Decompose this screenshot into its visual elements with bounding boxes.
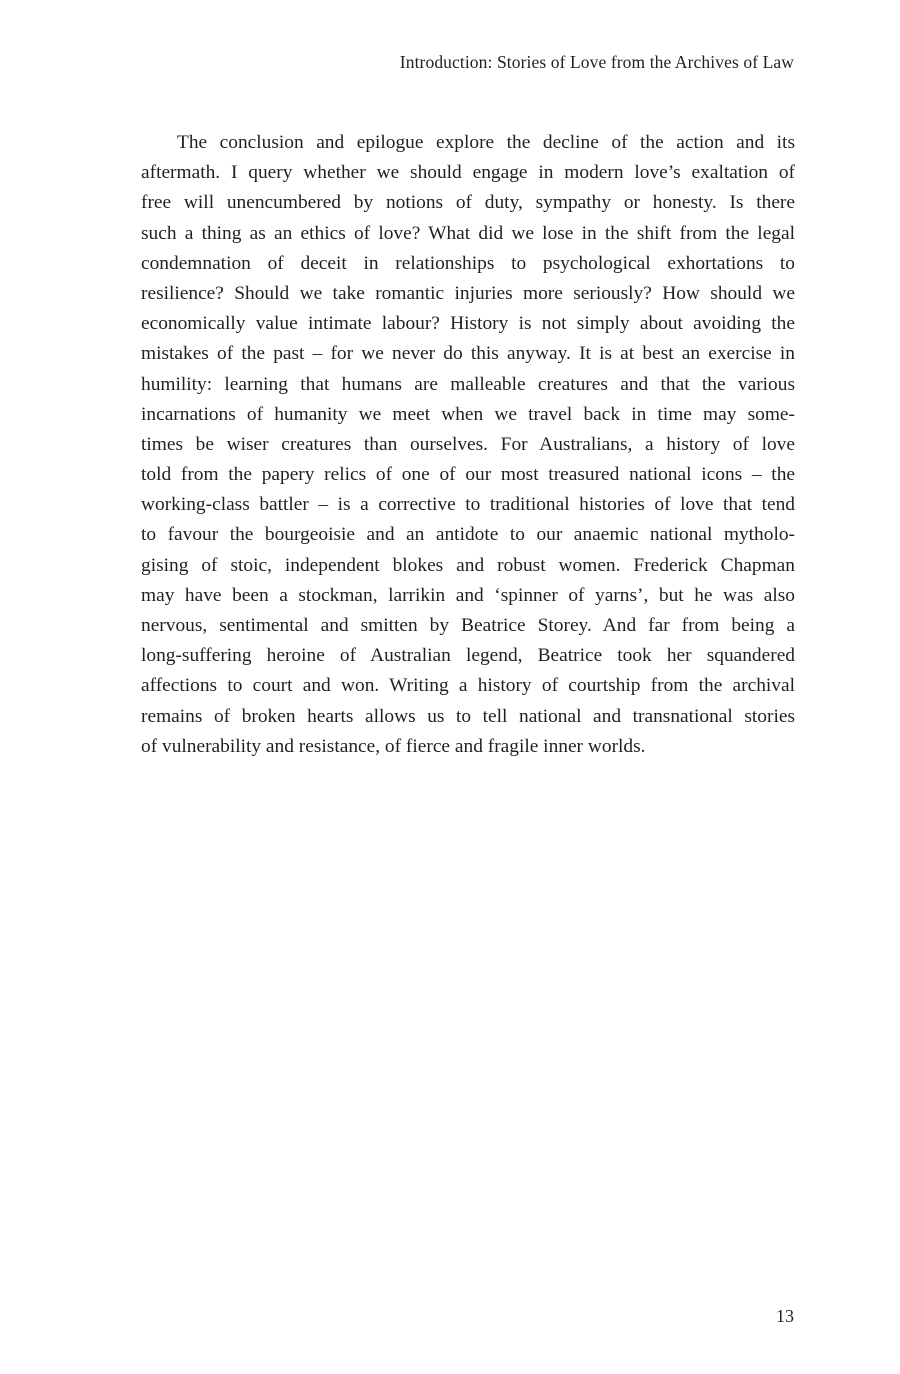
paragraph-line: times be wiser creatures than ourselves. For Australians, a history of love xyxy=(141,433,795,455)
paragraph-line: economically value intimate labour? History is not simply about avoiding the xyxy=(141,313,795,335)
paragraph-line: may have been a stockman, larrikin and ‘spinner of yarns’, but he was also xyxy=(141,584,795,606)
paragraph-line: free will unencumbered by notions of duty, sympathy or honesty. Is there xyxy=(141,192,795,214)
paragraph-line: of vulnerability and resistance, of fierce and fragile inner worlds. xyxy=(141,735,646,757)
paragraph-line: affections to court and won. Writing a history of courtship from the archival xyxy=(141,675,795,697)
paragraph-line: nervous, sentimental and smitten by Beatrice Storey. And far from being a xyxy=(141,615,795,636)
paragraph-line: The conclusion and epilogue explore the decline of the action and its xyxy=(177,132,795,153)
paragraph-line: resilience? Should we take romantic injuries more seriously? How should we xyxy=(141,282,795,304)
body-paragraph xyxy=(141,128,795,762)
paragraph-line: condemnation of deceit in relationships to psychological exhortations to xyxy=(141,252,795,274)
paragraph-line: remains of broken hearts allows us to tell national and transnational stories xyxy=(141,705,795,727)
paragraph-line: told from the papery relics of one of our most treasured national icons – the xyxy=(141,464,795,486)
paragraph-line: gising of stoic, independent blokes and robust women. Frederick Chapman xyxy=(141,554,795,576)
paragraph-line: incarnations of humanity we meet when we travel back in time may some- xyxy=(141,403,795,425)
paragraph-line: humility: learning that humans are malleable creatures and that the various xyxy=(141,373,795,395)
paragraph-line: aftermath. I query whether we should engage in modern love’s exaltation of xyxy=(141,162,795,184)
paragraph-line: mistakes of the past – for we never do this anyway. It is at best an exercise in xyxy=(141,343,795,365)
paragraph-line: working-class battler – is a corrective to traditional histories of love that tend xyxy=(141,494,795,516)
paragraph-line: to favour the bourgeoisie and an antidote to our anaemic national mytholo- xyxy=(141,524,795,546)
page-number: 13 xyxy=(776,1306,794,1326)
running-head: Introduction: Stories of Love from the Archives of Law xyxy=(399,52,794,72)
paragraph-line: such a thing as an ethics of love? What did we lose in the shift from the legal xyxy=(141,222,795,244)
paragraph-line: long-suffering heroine of Australian legend, Beatrice took her squandered xyxy=(141,645,795,667)
